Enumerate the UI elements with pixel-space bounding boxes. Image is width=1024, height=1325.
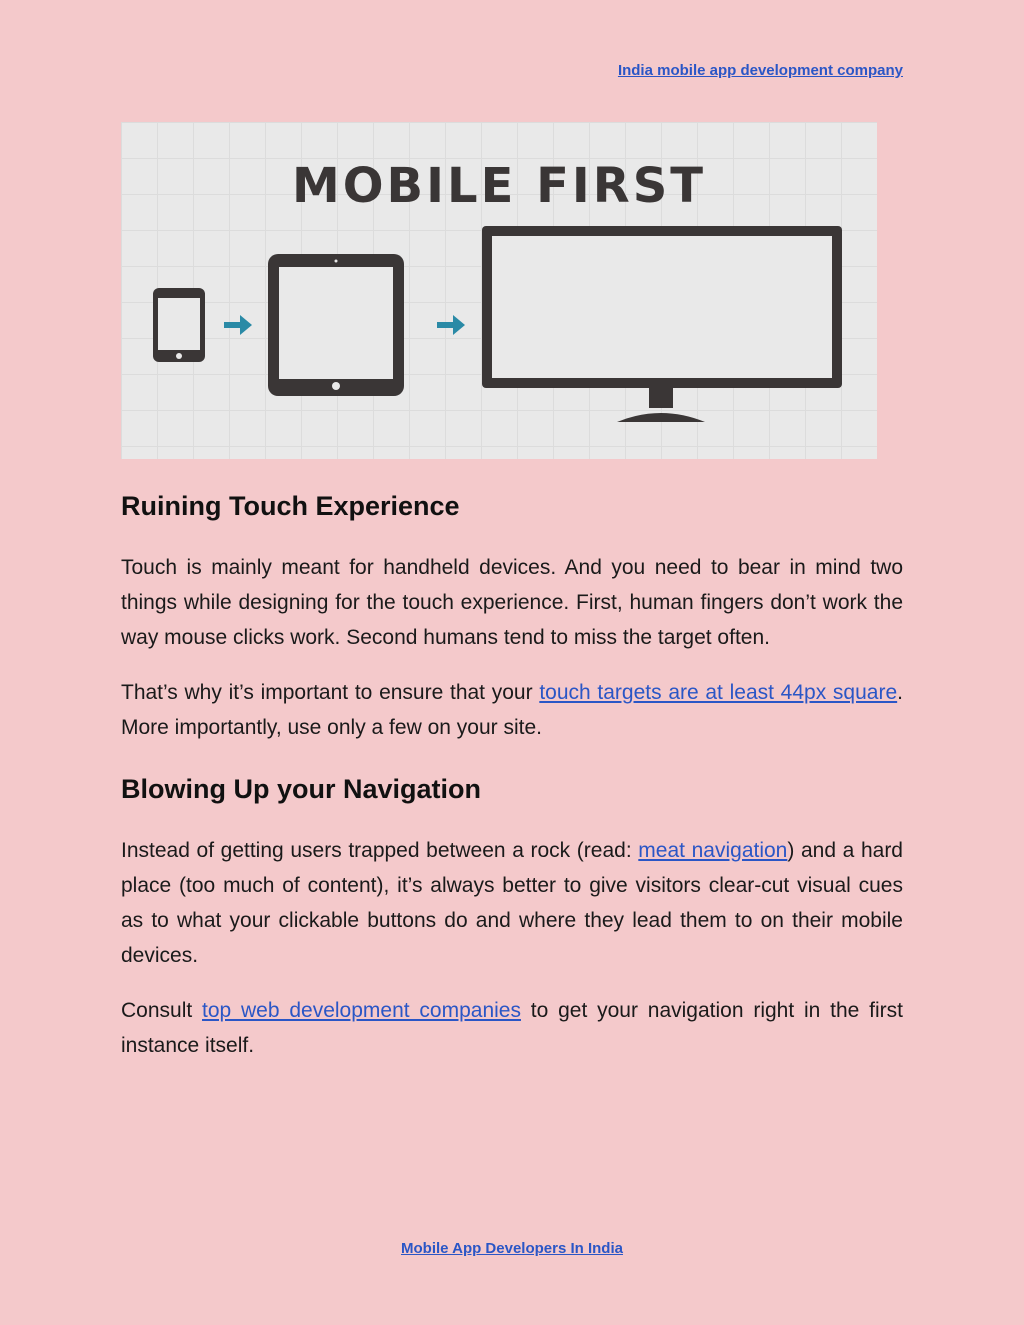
paragraph-text: That’s why it’s important to ensure that your <box>121 681 540 704</box>
paragraph-text: Instead of getting users trapped between a rock (read: <box>121 839 639 862</box>
mobile-first-illustration <box>121 122 877 459</box>
hero-title: MOBILE FIRST <box>291 158 707 214</box>
article-content <box>121 486 903 1063</box>
footer-link[interactable]: Mobile App Developers In India <box>401 1240 623 1257</box>
arrow-right-icon <box>224 315 252 335</box>
touch-targets-link[interactable]: touch targets are at least 44px square <box>539 681 898 704</box>
paragraph-text: ) and a hard place (too much of content), it’s always better to give visitors clear-cut visual cues as to what your clickable buttons do and where they lead them to on their mobile devices. <box>121 839 903 967</box>
arrow-right-icon <box>437 315 465 335</box>
paragraph-text: Consult <box>121 999 203 1022</box>
paragraph <box>121 993 903 1063</box>
phone-icon <box>153 288 205 362</box>
paragraph-text: Touch is mainly meant for handheld devices. And you need to bear in mind two things while designing for the touch experience. First, human fingers don’t work the way mouse clicks work. Second humans tend to miss the target often. <box>121 556 903 649</box>
monitor-icon <box>482 226 842 422</box>
paragraph <box>121 550 903 655</box>
meat-navigation-link[interactable]: meat navigation <box>638 839 788 862</box>
paragraph <box>121 675 903 745</box>
mobile-first-image <box>121 122 877 459</box>
footer <box>0 1240 1024 1257</box>
web-development-companies-link[interactable]: top web development companies <box>202 999 521 1022</box>
paragraph-text: to get your navigation right in the first instance itself. <box>121 999 903 1057</box>
section-heading: Blowing Up your Navigation <box>121 774 482 804</box>
section-heading: Ruining Touch Experience <box>121 491 460 521</box>
paragraph <box>121 833 903 973</box>
paragraph-text: . More importantly, use only a few on your site. <box>121 681 903 739</box>
header-link[interactable]: India mobile app development company <box>617 62 903 79</box>
tablet-icon <box>268 254 404 396</box>
